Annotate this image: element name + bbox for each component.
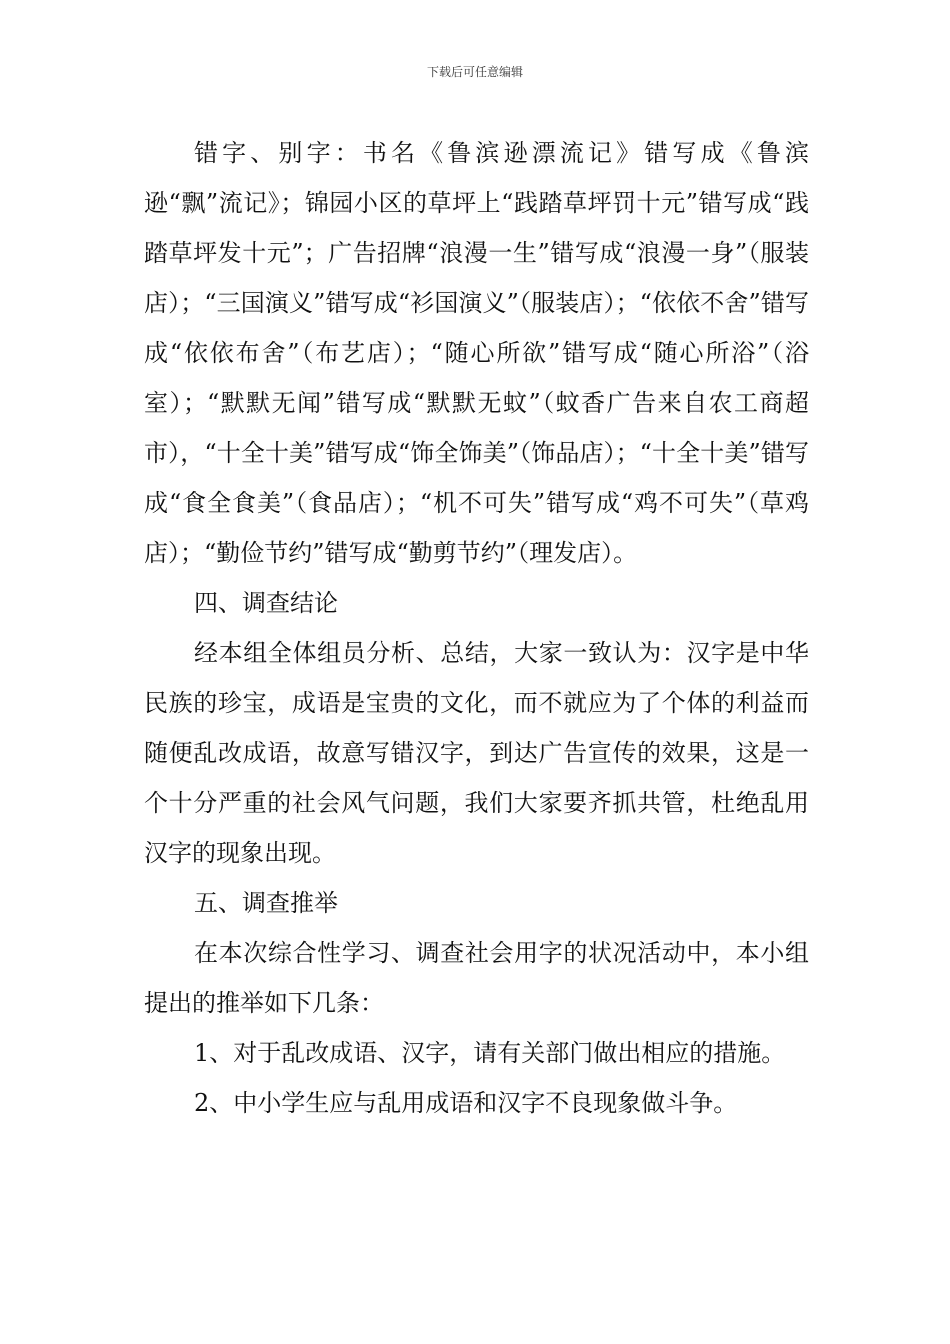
heading-conclusion: 四、调查结论 [194,589,338,617]
paragraph-typos: 错字、别字：书名《鲁滨逊漂流记》错写成《鲁滨逊“飘”流记》；锦园小区的草坪上“践踏草坪罚十元”错写成“践踏草坪发十元”；广告招牌“浪漫一生”错写成“浪漫一身”（服装店）；“三国演义”错写成“衫国演义”（服装店）；“依依不舍”错写成“依依布舍”（布艺店）；“随心所欲”错写成“随心所浴”（浴室）；“默默无闻”错写成“默默无蚊”（蚊香广告来自农工商超市），“十全十美”错写成“饰全饰美”（饰品店）；“十全十美”错写成“食全食美”（食品店）；“机不可失”错写成“鸡不可失”（草鸡店）；“勤俭节约”错写成“勤剪节约”（理发店）。 [144,139,809,567]
recommendation-item-1: 1、对于乱改成语、汉字，请有关部门做出相应的措施。 [194,1039,786,1067]
paragraph-recommendations-intro: 在本次综合性学习、调查社会用字的状况活动中，本小组提出的推举如下几条： [144,939,809,1017]
paragraph-conclusion: 经本组全体组员分析、总结，大家一致认为：汉字是中华民族的珍宝，成语是宝贵的文化，而不就应为了个体的利益而随便乱改成语，故意写错汉字，到达广告宣传的效果，这是一个十分严重的社会风气问题，我们大家要齐抓共管，杜绝乱用汉字的现象出现。 [144,639,809,867]
recommendation-item-2: 2、中小学生应与乱用成语和汉字不良现象做斗争。 [194,1089,738,1117]
heading-recommendations: 五、调查推举 [194,889,338,917]
page-header: 下载后可任意编辑 [426,65,523,79]
document-body [144,128,809,1128]
